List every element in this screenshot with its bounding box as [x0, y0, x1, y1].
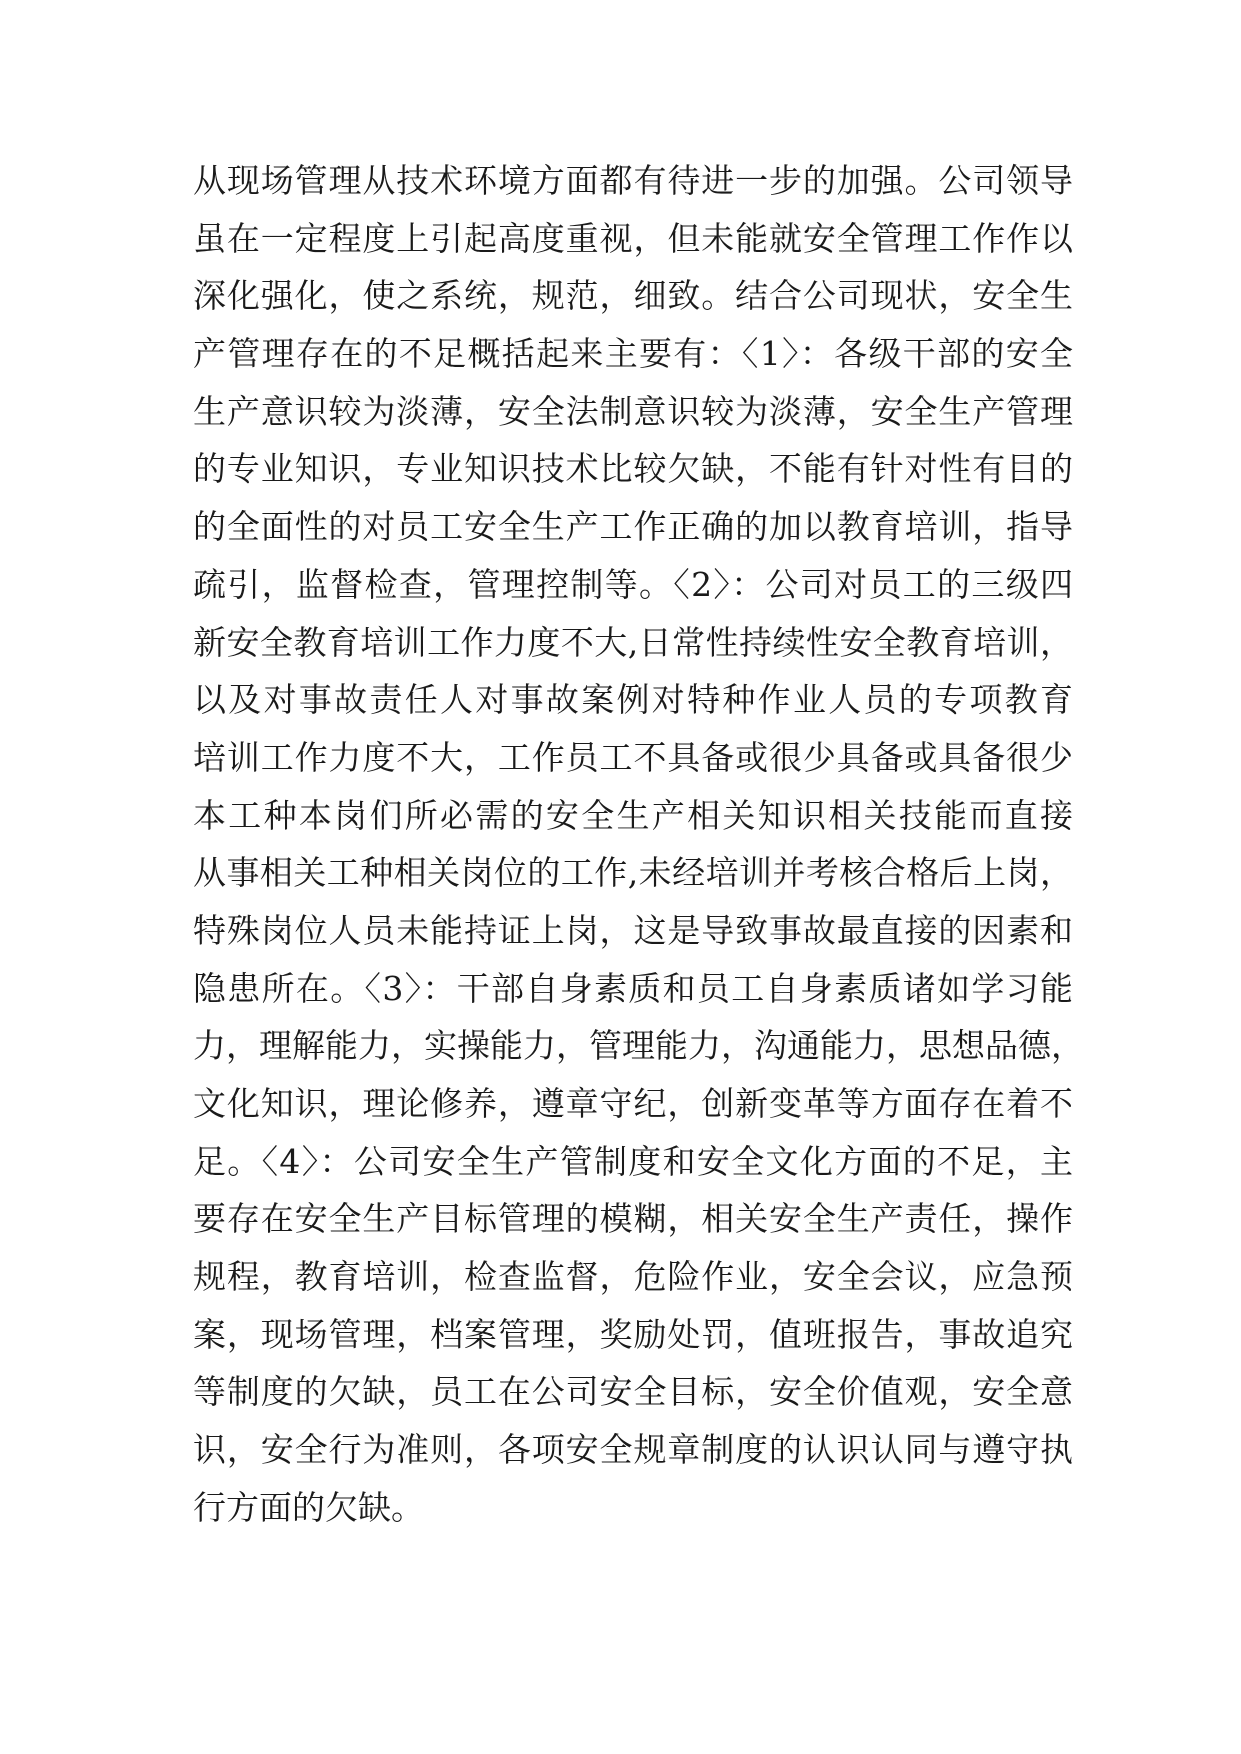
text-line: 的全面性的对员工安全生产工作正确的加以教育培训，指导 [193, 507, 1073, 547]
text-line: 等制度的欠缺，员工在公司安全目标，安全价值观，安全意 [193, 1372, 1073, 1412]
text-line: 以及对事故责任人对事故案例对特种作业人员的专项教育 [193, 680, 1073, 720]
text-line: 培训工作力度不大，工作员工不具备或很少具备或具备很少 [193, 737, 1073, 777]
text-line: 行方面的欠缺。 [193, 1487, 424, 1527]
text-line: 规程，教育培训，检查监督，危险作业，安全会议，应急预 [193, 1257, 1073, 1297]
text-line: 文化知识，理论修养，遵章守纪，创新变革等方面存在着不 [193, 1084, 1073, 1123]
text-line: 从现场管理从技术环境方面都有待进一步的加强。公司领导 [193, 161, 1073, 200]
body-paragraph [193, 152, 1084, 1537]
text-line: 虽在一定程度上引起高度重视，但未能就安全管理工作作以 [193, 218, 1073, 258]
text-line: 产管理存在的不足概括起来主要有：〈1〉：各级干部的安全 [193, 334, 1073, 374]
text-line: 本工种本岗们所必需的安全生产相关知识相关技能而直接 [193, 795, 1073, 835]
text-line: 的专业知识，专业知识技术比较欠缺，不能有针对性有目的 [193, 449, 1073, 489]
text-line: 足。〈4〉：公司安全生产管制度和安全文化方面的不足，主 [193, 1141, 1073, 1181]
text-line: 生产意识较为淡薄，安全法制意识较为淡薄，安全生产管理 [193, 391, 1073, 431]
text-line: 深化强化，使之系统，规范，细致。结合公司现状，安全生 [193, 276, 1073, 316]
text-line: 要存在安全生产目标管理的模糊，相关安全生产责任，操作 [193, 1199, 1073, 1239]
text-line: 隐患所在。〈3〉：干部自身素质和员工自身素质诸如学习能 [193, 968, 1073, 1008]
text-line: 新安全教育培训工作力度不大,日常性持续性安全教育培训， [193, 622, 1073, 662]
text-line: 识，安全行为准则，各项安全规章制度的认识认同与遵守执 [193, 1430, 1073, 1470]
text-line: 力，理解能力，实操能力，管理能力，沟通能力，思想品德， [193, 1026, 1084, 1066]
text-line: 疏引，监督检查，管理控制等。〈2〉：公司对员工的三级四 [193, 564, 1073, 604]
text-line: 案，现场管理，档案管理，奖励处罚，值班报告，事故追究 [193, 1314, 1073, 1354]
text-line: 特殊岗位人员未能持证上岗，这是导致事故最直接的因素和 [193, 910, 1073, 950]
text-line: 从事相关工种相关岗位的工作,未经培训并考核合格后上岗， [193, 853, 1073, 893]
